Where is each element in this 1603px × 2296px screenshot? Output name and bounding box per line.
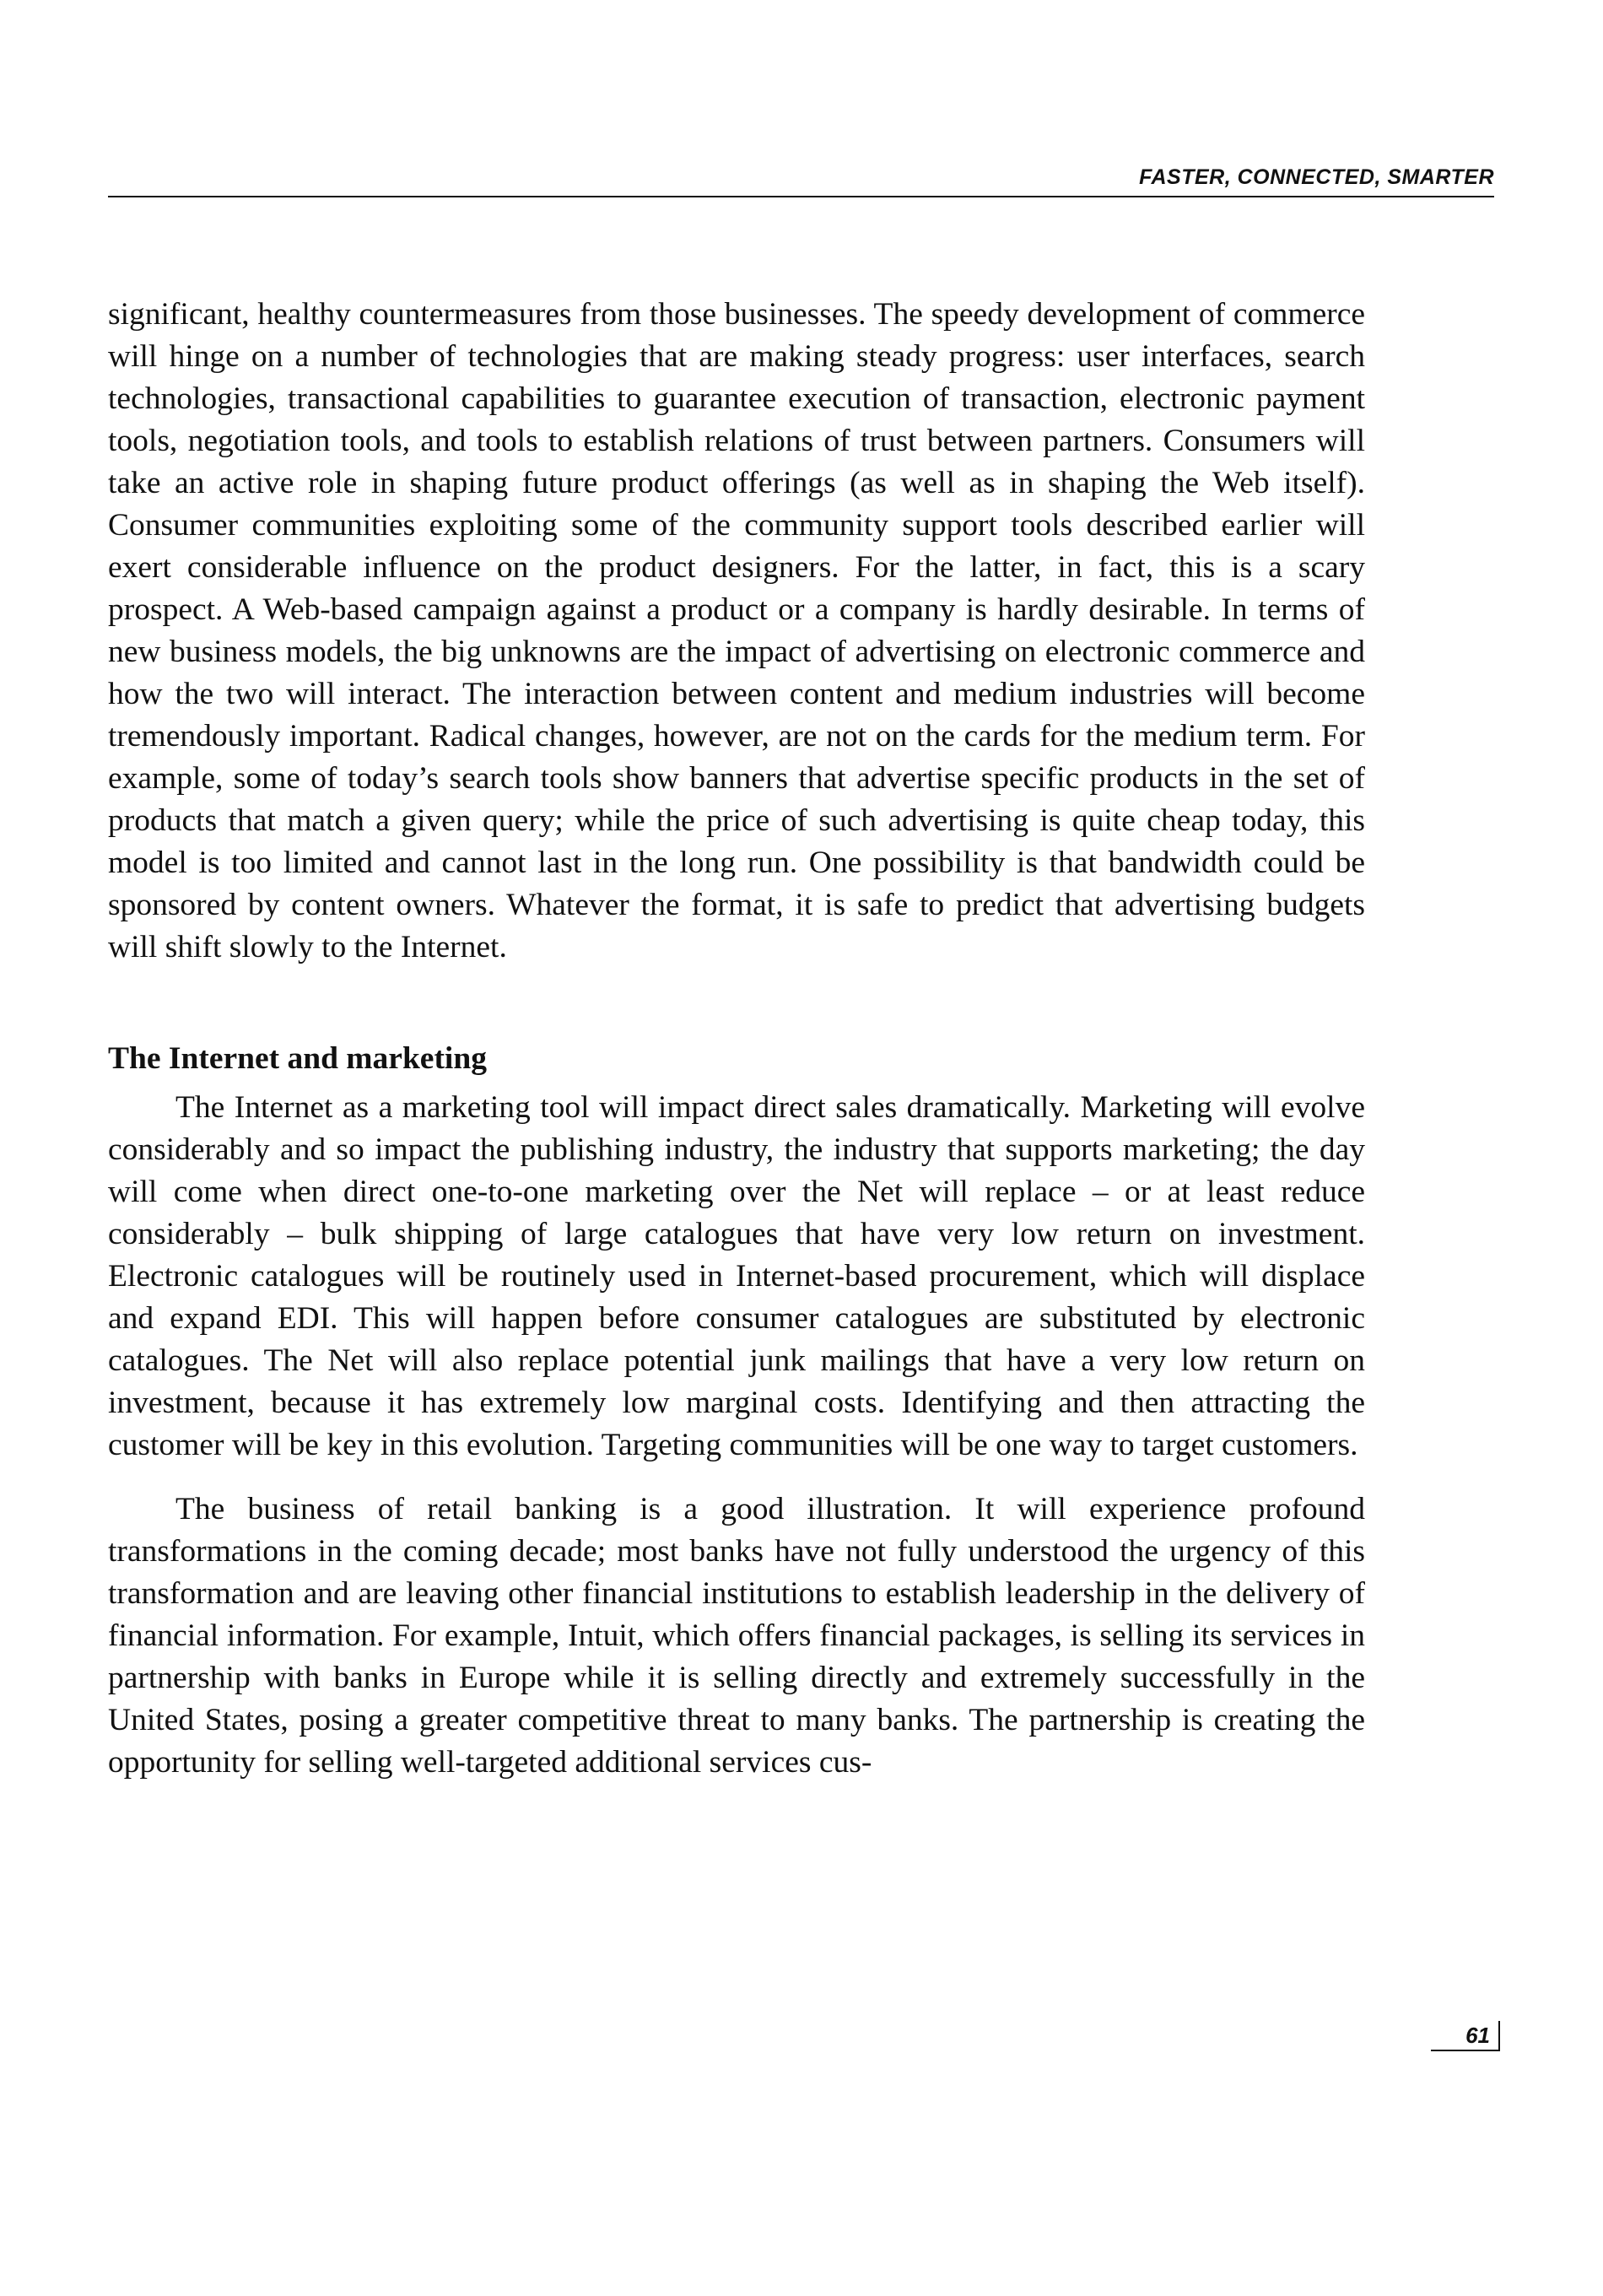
paragraph: The business of retail banking is a good illustration. It will experience profound transformations in the coming decade; most banks have not fully understood the urgency of this transformation and are leaving other financial institutions to establish leadership in the delivery of financial information. For example, Intuit, which offers financial packages, is selling its services in partnership with banks in Europe while it is selling directly and extremely successfully in the United States, posing a greater competitive threat to many banks. The partnership is creating the opportunity for selling well-targeted additional services cus- (108, 1492, 1365, 1780)
section-heading: The Internet and marketing (108, 1041, 487, 1076)
header-rule (108, 196, 1494, 197)
page-body (108, 294, 1365, 1784)
running-head: FASTER, CONNECTED, SMARTER (1139, 165, 1494, 189)
paragraph: significant, healthy countermeasures from those businesses. The speedy development of commerce will hinge on a number of technologies that are making steady progress: user interfaces, search technologies, transactional capabilities to guarantee execution of transaction, electronic payment tools, negotiation tools, and tools to establish relations of trust between partners. Consumers will take an active role in shaping future product offerings (as well as in shaping the Web itself). Consumer communities exploiting some of the community support tools described earlier will exert considerable influence on the product designers. For the latter, in fact, this is a scary prospect. A Web-based campaign against a product or a company is hardly desirable. In terms of new business models, the big unknowns are the impact of advertising on electronic commerce and how the two will interact. The interaction between content and medium industries will become tremendously important. Radical changes, however, are not on the cards for the medium term. For example, some of today’s search tools show banners that advertise specific products in the set of products that match a given query; while the price of such advertising is quite cheap today, this model is too limited and cannot last in the long run. One possibility is that bandwidth could be sponsored by content owners. Whatever the format, it is safe to predict that advertising budgets will shift slowly to the Internet. (108, 297, 1365, 964)
page-number: 61 (1431, 2021, 1500, 2051)
paragraph: The Internet as a marketing tool will impact direct sales dramatically. Marketing will evolve considerably and so impact the publishing industry, the industry that supports marketing; the day will come when direct one-to-one marketing over the Net will replace – or at least reduce considerably – bulk shipping of large catalogues that have very low return on investment. Electronic catalogues will be routinely used in Internet-based procurement, which will displace and expand EDI. This will happen before consumer catalogues are substituted by electronic catalogues. The Net will also replace potential junk mailings that have a very low return on investment, because it has extremely low marginal costs. Identifying and then attracting the customer will be key in this evolution. Targeting communities will be one way to target customers. (108, 1090, 1365, 1462)
